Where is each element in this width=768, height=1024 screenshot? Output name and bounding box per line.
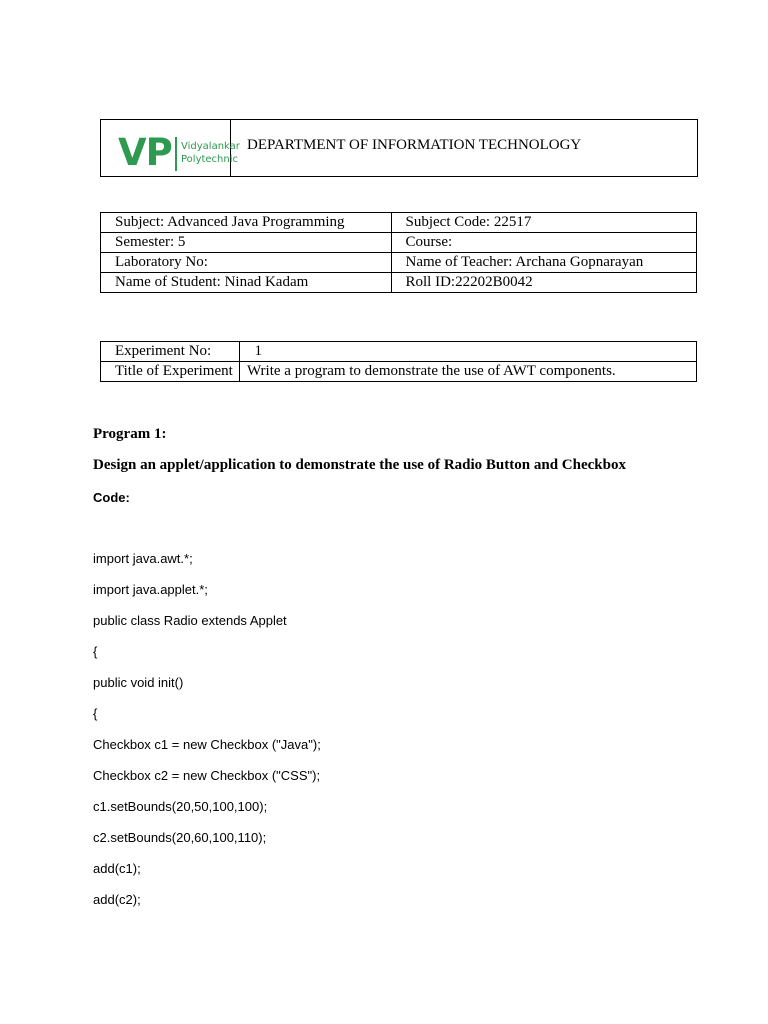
table-row: [101, 273, 697, 293]
department-title: DEPARTMENT OF INFORMATION TECHNOLOGY: [247, 137, 582, 153]
logo-divider: [175, 137, 177, 171]
logo-line-1: Vidyalankar: [181, 141, 240, 152]
experiment-no-number: 1: [254, 343, 262, 359]
table-row: [101, 362, 697, 382]
experiment-no-label: Experiment No:: [101, 342, 240, 362]
department-header: [100, 119, 698, 177]
logo-name: [181, 140, 240, 166]
experiment-table: [100, 341, 697, 382]
code-line: public void init(): [93, 675, 184, 690]
roll-id-cell: Roll ID:22202B0042: [391, 273, 697, 293]
student-cell: Name of Student: Ninad Kadam: [101, 273, 392, 293]
teacher-cell: Name of Teacher: Archana Gopnarayan: [391, 253, 697, 273]
code-label: Code:: [93, 490, 130, 505]
course-cell: Course:: [391, 233, 697, 253]
code-line: import java.awt.*;: [93, 551, 193, 566]
code-line: c2.setBounds(20,60,100,110);: [93, 830, 267, 845]
code-line: add(c1);: [93, 861, 141, 876]
subject-info-table: [100, 212, 697, 293]
logo-line-2: Polytechnic: [181, 154, 239, 165]
code-line: Checkbox c2 = new Checkbox ("CSS");: [93, 768, 321, 783]
code-line: {: [93, 644, 98, 659]
code-line: import java.applet.*;: [93, 582, 208, 597]
code-block: [93, 550, 321, 922]
lab-no-cell: Laboratory No:: [101, 253, 392, 273]
code-line: public class Radio extends Applet: [93, 613, 287, 628]
table-row: [101, 213, 697, 233]
experiment-no-value: [240, 342, 697, 362]
experiment-title-value: Write a program to demonstrate the use of AWT components.: [240, 362, 697, 382]
code-line: c1.setBounds(20,50,100,100);: [93, 799, 268, 814]
program-description: Design an applet/application to demonstrate the use of Radio Button and Checkbox: [93, 457, 626, 473]
college-logo: [101, 120, 240, 176]
logo-letters: VP: [118, 131, 172, 174]
experiment-title-label: Title of Experiment: [101, 362, 240, 382]
subject-cell: Subject: Advanced Java Programming: [101, 213, 392, 233]
table-row: [101, 253, 697, 273]
semester-cell: Semester: 5: [101, 233, 392, 253]
table-row: [101, 342, 697, 362]
table-row: [101, 233, 697, 253]
code-line: Checkbox c1 = new Checkbox ("Java");: [93, 737, 321, 752]
code-line: add(c2);: [93, 892, 141, 907]
program-heading: Program 1:: [93, 426, 167, 442]
code-line: {: [93, 706, 98, 721]
subject-code-cell: Subject Code: 22517: [391, 213, 697, 233]
